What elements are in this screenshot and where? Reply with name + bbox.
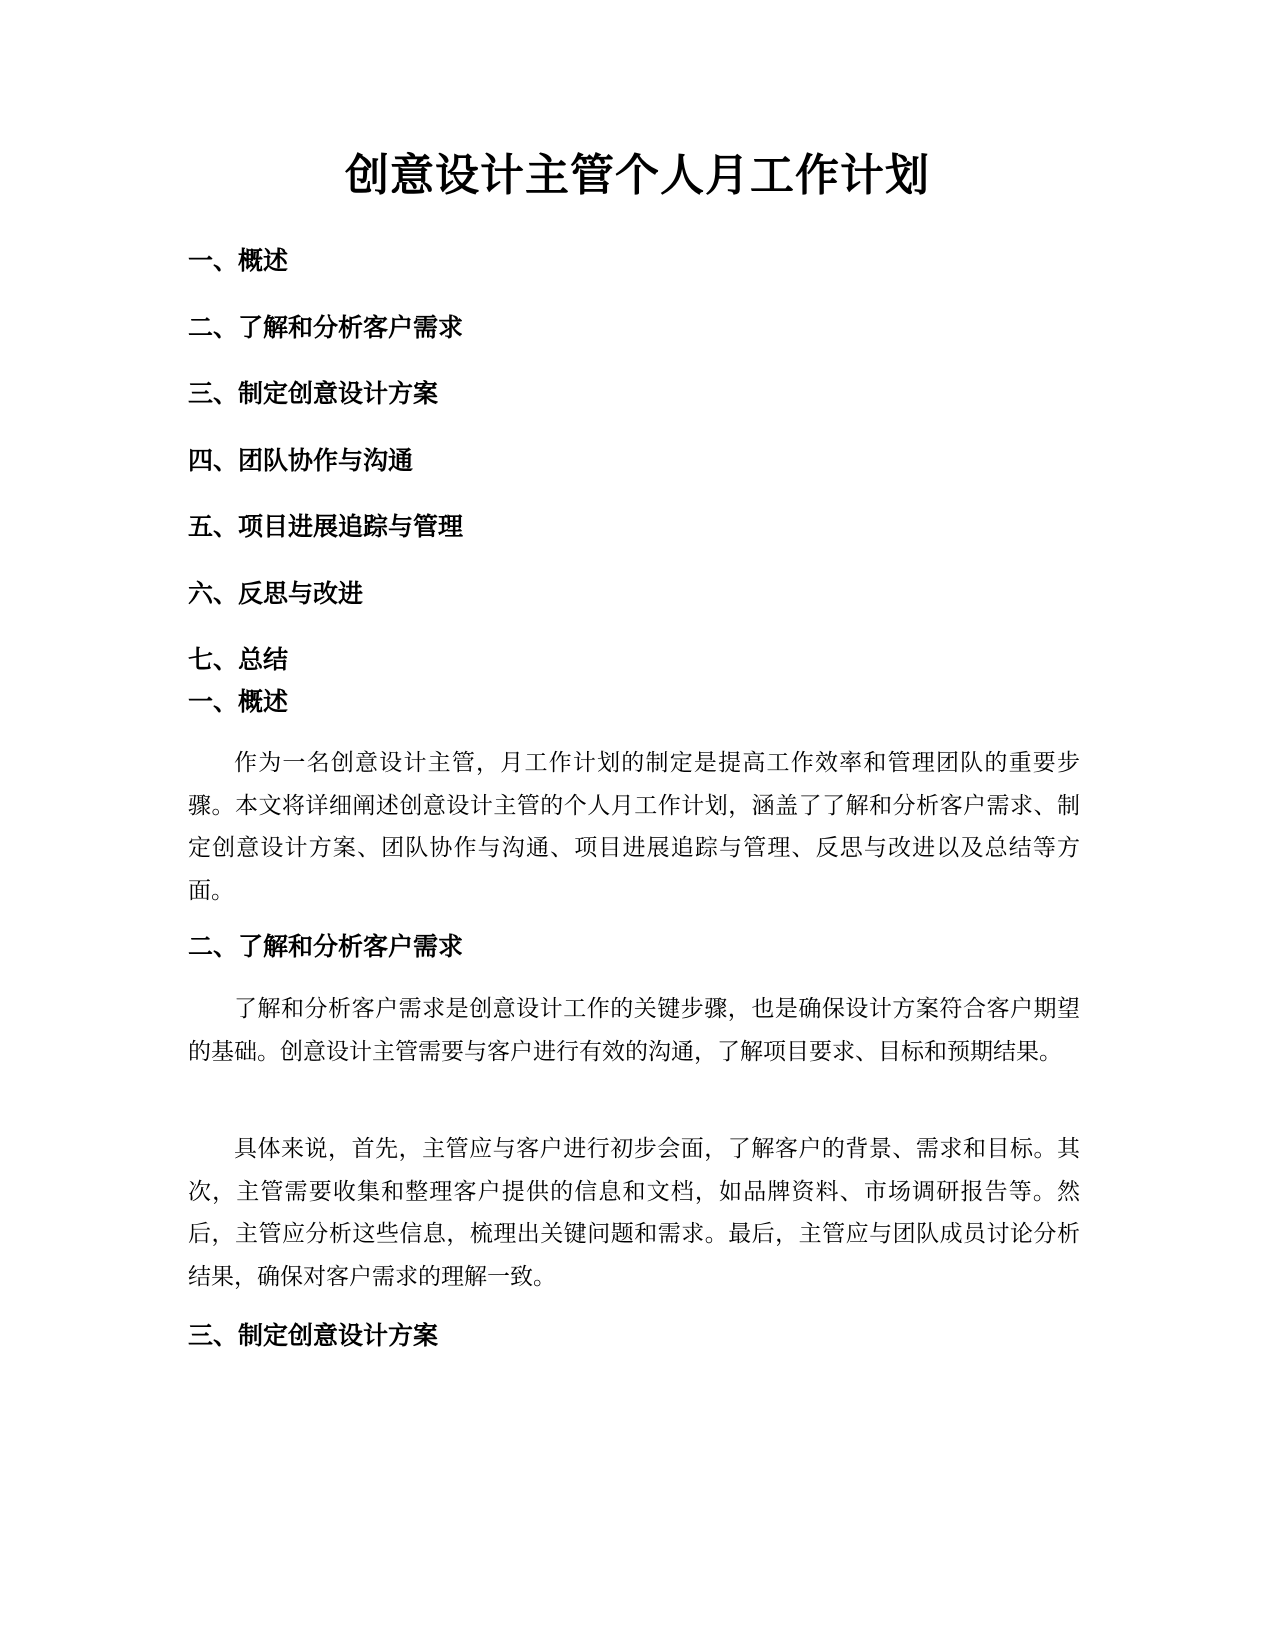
toc-item: 五、项目进展追踪与管理 bbox=[188, 512, 464, 541]
table-of-contents bbox=[188, 246, 463, 712]
document-title: 创意设计主管个人月工作计划 bbox=[345, 150, 930, 201]
section-heading-design-plan: 三、制定创意设计方案 bbox=[188, 1321, 439, 1350]
toc-item: 七、总结 bbox=[188, 645, 289, 674]
section-paragraph: 了解和分析客户需求是创意设计工作的关键步骤，也是确保设计方案符合客户期望的基础。创意设计主管需要与客户进行有效的沟通，了解项目要求、目标和预期结果。 bbox=[188, 996, 1080, 1065]
toc-item: 四、团队协作与沟通 bbox=[188, 445, 414, 475]
section-paragraph: 具体来说，首先，主管应与客户进行初步会面，了解客户的背景、需求和目标。其次，主管需要收集和整理客户提供的信息和文档，如品牌资料、市场调研报告等。然后，主管应分析这些信息，梳理出关键问题和需求。最后，主管应与团队成员讨论分析结果，确保对客户需求的理解一致。 bbox=[188, 1136, 1080, 1290]
toc-item: 六、反思与改进 bbox=[188, 578, 364, 608]
toc-item: 二、了解和分析客户需求 bbox=[188, 312, 464, 342]
section-heading-client-needs: 二、了解和分析客户需求 bbox=[188, 932, 464, 961]
toc-item: 一、概述 bbox=[188, 246, 289, 275]
section-paragraph: 作为一名创意设计主管，月工作计划的制定是提高工作效率和管理团队的重要步骤。本文将详细阐述创意设计主管的个人月工作计划，涵盖了了解和分析客户需求、制定创意设计方案、团队协作与沟通、项目进展追踪与管理、反思与改进以及总结等方面。 bbox=[188, 750, 1080, 904]
toc-item: 三、制定创意设计方案 bbox=[188, 379, 439, 408]
section-heading-overview: 一、概述 bbox=[188, 687, 289, 716]
